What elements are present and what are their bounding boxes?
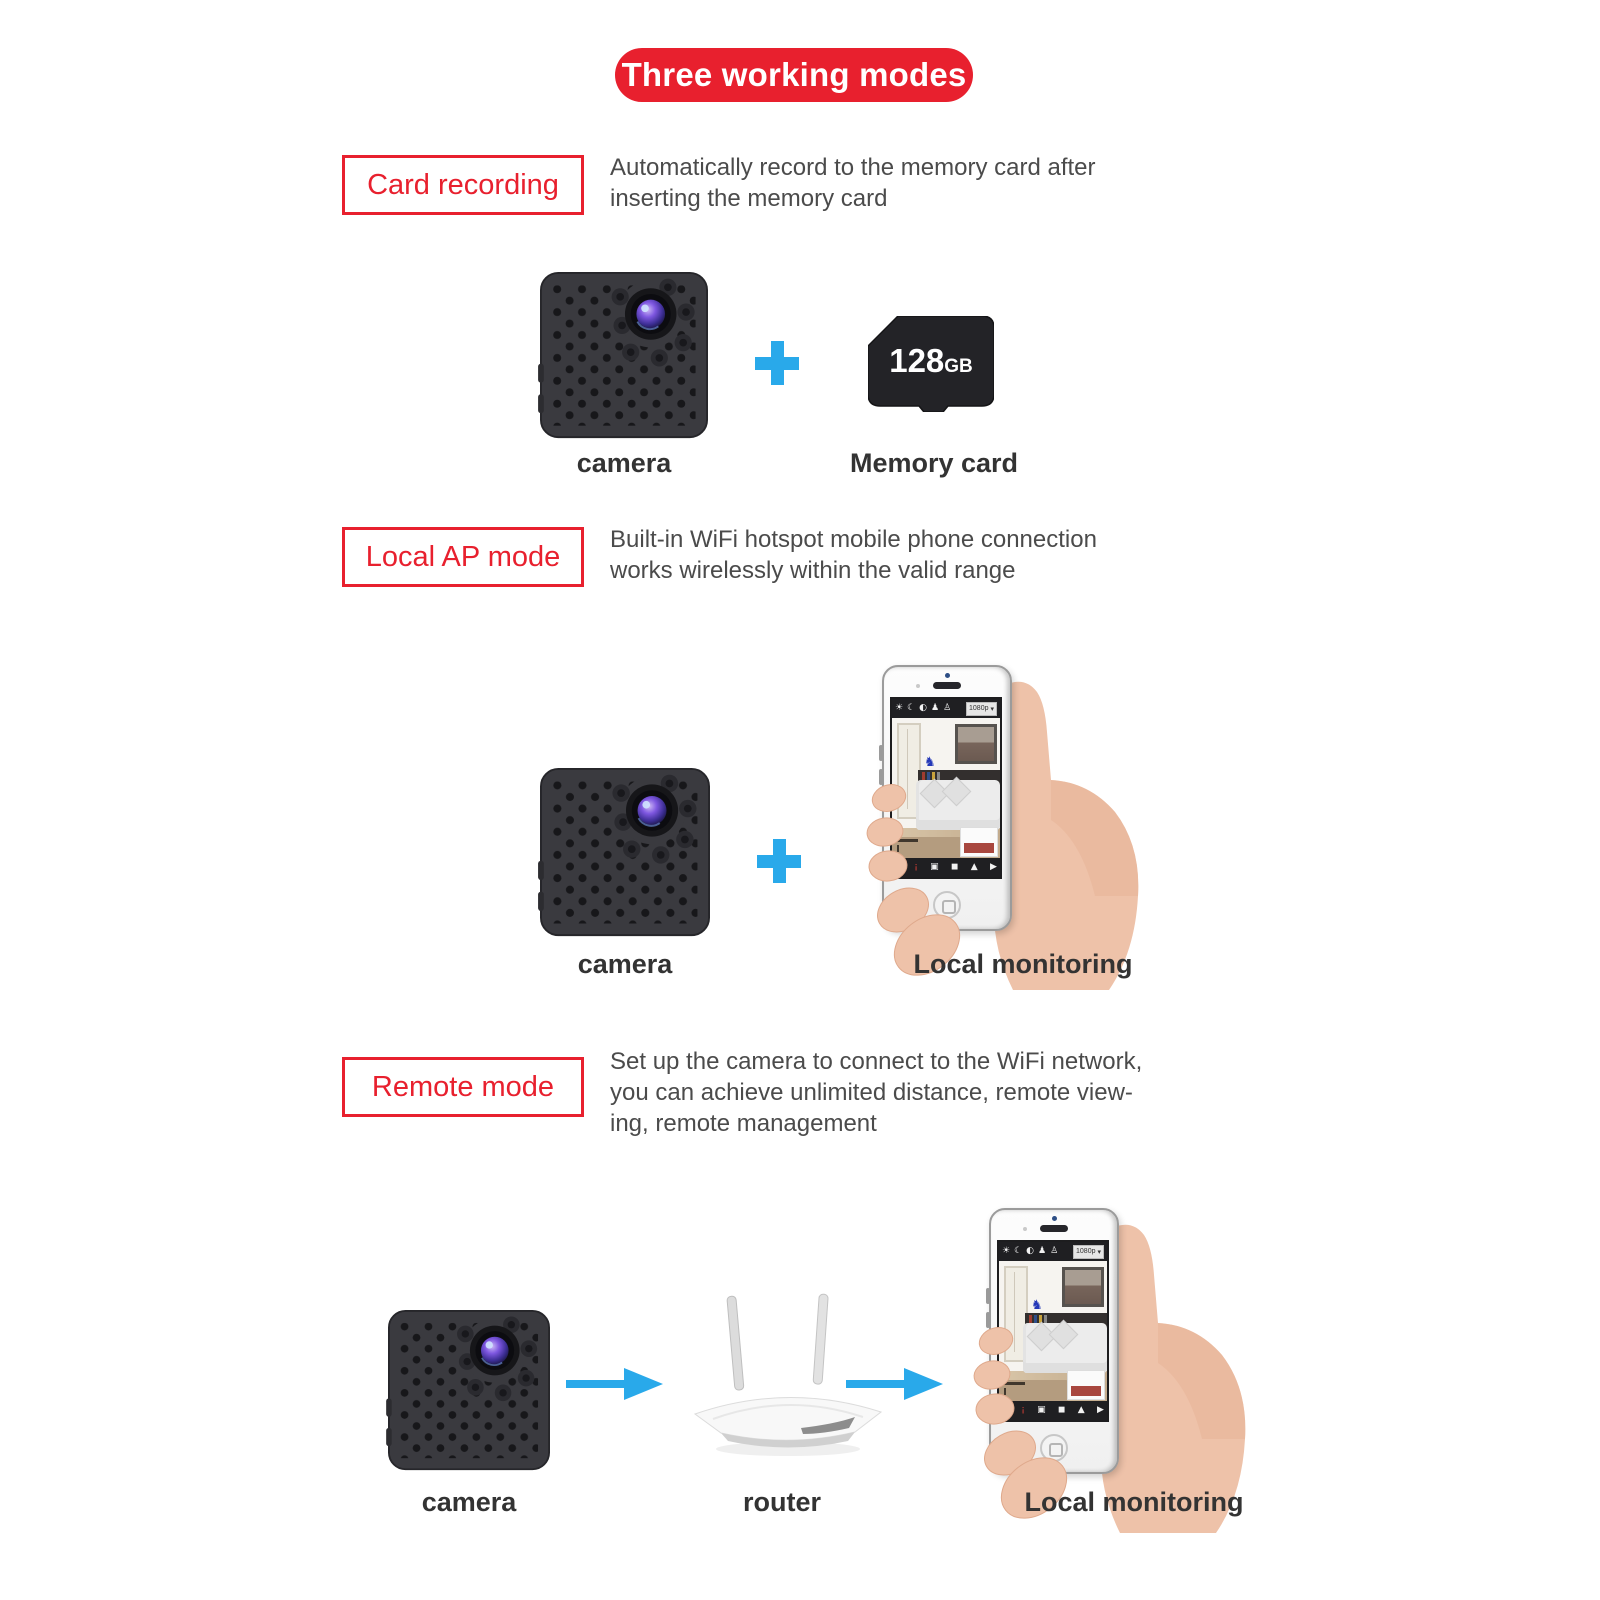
section-description-remote-mode [610,1046,1142,1139]
arrow-right-icon [566,1367,666,1401]
mini-camera [538,272,710,440]
horse-figurine: ♞ [1031,1298,1043,1313]
plus-icon [757,839,801,883]
next-icon: ▶ [990,862,997,872]
card-unit: GB [944,356,973,377]
night-mode-icon: ☾ [1014,1246,1023,1256]
alert-icon: ♙ [1050,1246,1059,1256]
hand-front [845,640,1175,990]
up-icon: ▲ [970,862,978,872]
description-line: ing, remote management [610,1110,877,1137]
description-line: works wirelessly within the valid range [610,557,1016,584]
description-line: Set up the camera to connect to the WiFi network, [610,1048,1143,1075]
mini-camera [386,1310,552,1472]
hand-front [952,1183,1282,1533]
arrow-right-icon [846,1367,946,1401]
phone-in-hand [845,640,1175,990]
caption-local-monitoring: Local monitoring [913,949,1133,979]
snapshot-icon: ▣ [1037,1405,1046,1415]
caption-camera: camera [421,1487,517,1517]
quality-value: 1080p [1076,1248,1096,1255]
description-line: Automatically record to the memory card after [610,154,1096,181]
phone-in-hand [952,1183,1282,1533]
caption-camera: camera [576,448,672,478]
caption-local-monitoring: Local monitoring [1024,1487,1244,1517]
mic-icon: ¡ [914,862,918,872]
brightness-icon: ☀ [1002,1246,1011,1256]
caption-camera: camera [577,949,673,979]
alert-icon: ♙ [943,703,952,713]
night-mode-icon: ☾ [907,703,916,713]
up-icon: ▲ [1077,1405,1085,1415]
record-icon: ◼ [950,862,959,872]
snapshot-icon: ▣ [930,862,939,872]
section-label-remote-mode: Remote mode [342,1057,584,1117]
caption-router: router [742,1487,821,1517]
description-line: you can achieve unlimited distance, remote view- [610,1079,1133,1106]
record-icon: ◼ [1057,1405,1066,1415]
section-label-card-recording: Card recording [342,155,584,215]
contrast-icon: ◐ [919,703,928,713]
plus-icon [755,341,799,385]
person-icon: ♟ [1038,1246,1047,1256]
section-label-local-ap: Local AP mode [342,527,584,587]
brightness-icon: ☀ [895,703,904,713]
person-icon: ♟ [931,703,940,713]
mic-icon: ¡ [1021,1405,1025,1415]
section-description-card-recording [610,152,1096,214]
contrast-icon: ◐ [1026,1246,1035,1256]
dropdown-arrow-icon: ▾ [1097,1248,1101,1256]
page-title: Three working modes [615,48,973,102]
horse-figurine: ♞ [924,755,936,770]
description-line: Built-in WiFi hotspot mobile phone connection [610,526,1097,553]
caption-memory-card: Memory card [849,448,1019,478]
mini-camera [537,768,713,938]
card-capacity: 128 [889,342,945,379]
section-description-local-ap [610,524,1097,586]
dropdown-arrow-icon: ▾ [990,705,994,713]
next-icon: ▶ [1097,1405,1104,1415]
memory-card [868,316,994,412]
description-line: inserting the memory card [610,185,888,212]
quality-value: 1080p [969,705,989,712]
